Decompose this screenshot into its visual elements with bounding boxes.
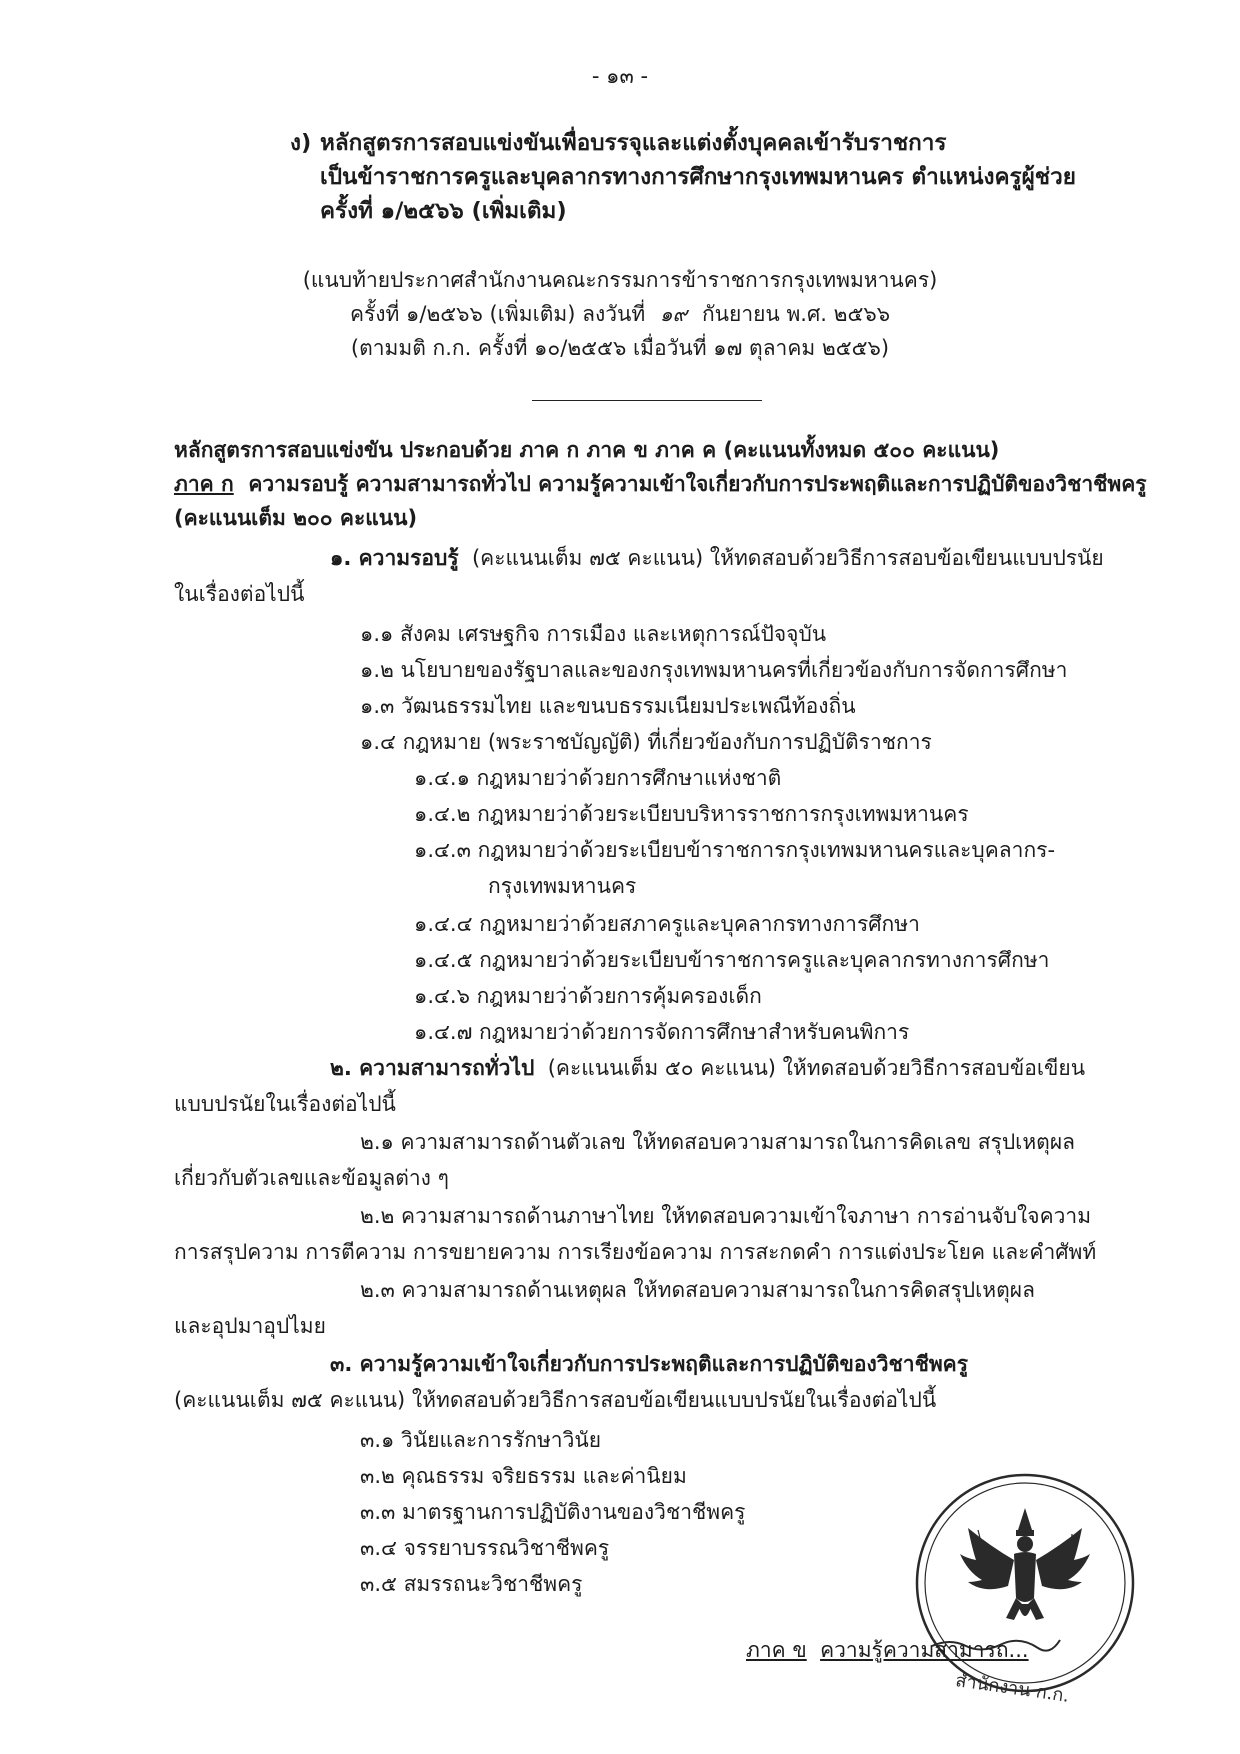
sub-list-item: ๑.๔.๖ กฎหมายว่าด้วยการคุ้มครองเด็ก (414, 984, 762, 1008)
section2-heading: ๒. ความสามารถทั่วไป (330, 1056, 535, 1080)
list-item: ๓.๒ คุณธรรม จริยธรรม และค่านิยม (360, 1464, 687, 1488)
list-item: ๑.๒ นโยบายของรัฐบาลและของกรุงเทพมหานครที่เกี่ยวข้องกับการจัดการศึกษา (360, 658, 1068, 682)
sub-list-item: ๑.๔.๒ กฎหมายว่าด้วยระเบียบบริหารราชการกรุงเทพมหานคร (414, 802, 969, 826)
annex-line-2-before: ครั้งที่ ๑/๒๕๖๖ (เพิ่มเติม) ลงวันที่ (349, 302, 646, 326)
header-item-label: ง) (290, 130, 312, 156)
list-item: ๒.๓ ความสามารถด้านเหตุผล ให้ทดสอบความสามารถในการคิดสรุปเหตุผล (360, 1278, 1035, 1302)
section2-cont: แบบปรนัยในเรื่องต่อไปนี้ (174, 1092, 396, 1116)
header-title-line-1: หลักสูตรการสอบแข่งขันเพื่อบรรจุและแต่งตั้งบุคคลเข้ารับราชการ (320, 130, 947, 156)
annex-line-3: (ตามมติ ก.ก. ครั้งที่ ๑๐/๒๕๕๖ เมื่อวันที่ ๑๗ ตุลาคม ๒๕๕๖) (350, 336, 890, 360)
sub-list-item: ๑.๔.๕ กฎหมายว่าด้วยระเบียบข้าราชการครูและบุคลากรทางการศึกษา (414, 948, 1050, 972)
sub-list-item: ๑.๔.๔ กฎหมายว่าด้วยสภาครูและบุคลากรทางการศึกษา (414, 912, 920, 936)
section3-cont: (คะแนนเต็ม ๗๕ คะแนน) ให้ทดสอบด้วยวิธีการสอบข้อเขียนแบบปรนัยในเรื่องต่อไปนี้ (174, 1388, 937, 1412)
sub-list-item: ๑.๔.๑ กฎหมายว่าด้วยการศึกษาแห่งชาติ (414, 766, 782, 790)
header-title-line-2: เป็นข้าราชการครูและบุคลากรทางการศึกษากรุงเทพมหานคร ตำแหน่งครูผู้ช่วย (320, 164, 1076, 190)
list-item: ๓.๕ สมรรถนะวิชาชีพครู (360, 1572, 583, 1596)
sub-list-item-cont: กรุงเทพมหานคร (488, 874, 637, 898)
part-a-heading (174, 470, 1147, 498)
annex-line-1: (แนบท้ายประกาศสำนักงานคณะกรรมการข้าราชการกรุงเทพมหานคร) (302, 268, 938, 292)
list-item: ๑.๓ วัฒนธรรมไทย และขนบธรรมเนียมประเพณีท้องถิ่น (360, 694, 856, 718)
list-item-cont: และอุปมาอุปไมย (174, 1314, 326, 1338)
list-item-cont: การสรุปความ การตีความ การขยายความ การเรียงข้อความ การสะกดคำ การแต่งประโยค และคำศัพท์ (174, 1240, 1097, 1264)
section2-line (330, 1054, 1085, 1082)
section3-heading: ๓. ความรู้ความเข้าใจเกี่ยวกับการประพฤติและการปฏิบัติของวิชาชีพครู (330, 1352, 969, 1376)
list-item: ๒.๒ ความสามารถด้านภาษาไทย ให้ทดสอบความเข้าใจภาษา การอ่านจับใจความ (360, 1204, 1092, 1228)
annex-line-2-after: กันยายน พ.ศ. ๒๕๖๖ (701, 302, 891, 326)
sub-list-item: ๑.๔.๓ กฎหมายว่าด้วยระเบียบข้าราชการกรุงเทพมหานครและบุคลากร- (414, 838, 1056, 862)
footer-next-part (746, 1636, 1029, 1664)
part-a-title: ความรอบรู้ ความสามารถทั่วไป ความรู้ความเข้าใจเกี่ยวกับการประพฤติและการปฏิบัติของวิชาชีพครู (248, 472, 1147, 496)
part-a-label: ภาค ก (174, 472, 234, 496)
intro-text: หลักสูตรการสอบแข่งขัน ประกอบด้วย ภาค ก ภาค ข ภาค ค (คะแนนทั้งหมด ๕๐๐ คะแนน) (174, 438, 1000, 462)
list-item-cont: เกี่ยวกับตัวเลขและข้อมูลต่าง ๆ (174, 1166, 449, 1190)
divider (532, 400, 762, 401)
list-item: ๓.๓ มาตรฐานการปฏิบัติงานของวิชาชีพครู (360, 1500, 746, 1524)
list-item: ๓.๔ จรรยาบรรณวิชาชีพครู (360, 1536, 610, 1560)
section1-cont: ในเรื่องต่อไปนี้ (174, 582, 305, 606)
section2-rest: (คะแนนเต็ม ๕๐ คะแนน) ให้ทดสอบด้วยวิธีการสอบข้อเขียน (547, 1056, 1086, 1080)
section1-rest: (คะแนนเต็ม ๗๕ คะแนน) ให้ทดสอบด้วยวิธีการสอบข้อเขียนแบบปรนัย (471, 546, 1104, 570)
footer-next-label: ภาค ข (746, 1638, 807, 1662)
list-item: ๑.๑ สังคม เศรษฐกิจ การเมือง และเหตุการณ์ปัจจุบัน (360, 622, 827, 646)
sub-list-item: ๑.๔.๗ กฎหมายว่าด้วยการจัดการศึกษาสำหรับคนพิการ (414, 1020, 910, 1044)
list-item: ๒.๑ ความสามารถด้านตัวเลข ให้ทดสอบความสามารถในการคิดเลข สรุปเหตุผล (360, 1130, 1075, 1154)
list-item: ๑.๔ กฎหมาย (พระราชบัญญัติ) ที่เกี่ยวข้องกับการปฏิบัติราชการ (360, 730, 932, 754)
annex-line-2 (0, 300, 1240, 328)
header-title-line-3: ครั้งที่ ๑/๒๕๖๖ (เพิ่มเติม) (320, 198, 567, 224)
part-a-score: (คะแนนเต็ม ๒๐๐ คะแนน) (174, 506, 418, 530)
handwritten-day: ๑๙ (659, 302, 688, 326)
footer-next-text: ความรู้ความสามารถ... (820, 1638, 1029, 1662)
page-number: - ๑๓ - (591, 64, 649, 88)
seal-text: สำนักงาน ก.ก. (954, 1670, 1071, 1707)
section1-heading: ๑. ความรอบรู้ (330, 546, 459, 570)
list-item: ๓.๑ วินัยและการรักษาวินัย (360, 1428, 602, 1452)
section1-line (330, 544, 1104, 572)
